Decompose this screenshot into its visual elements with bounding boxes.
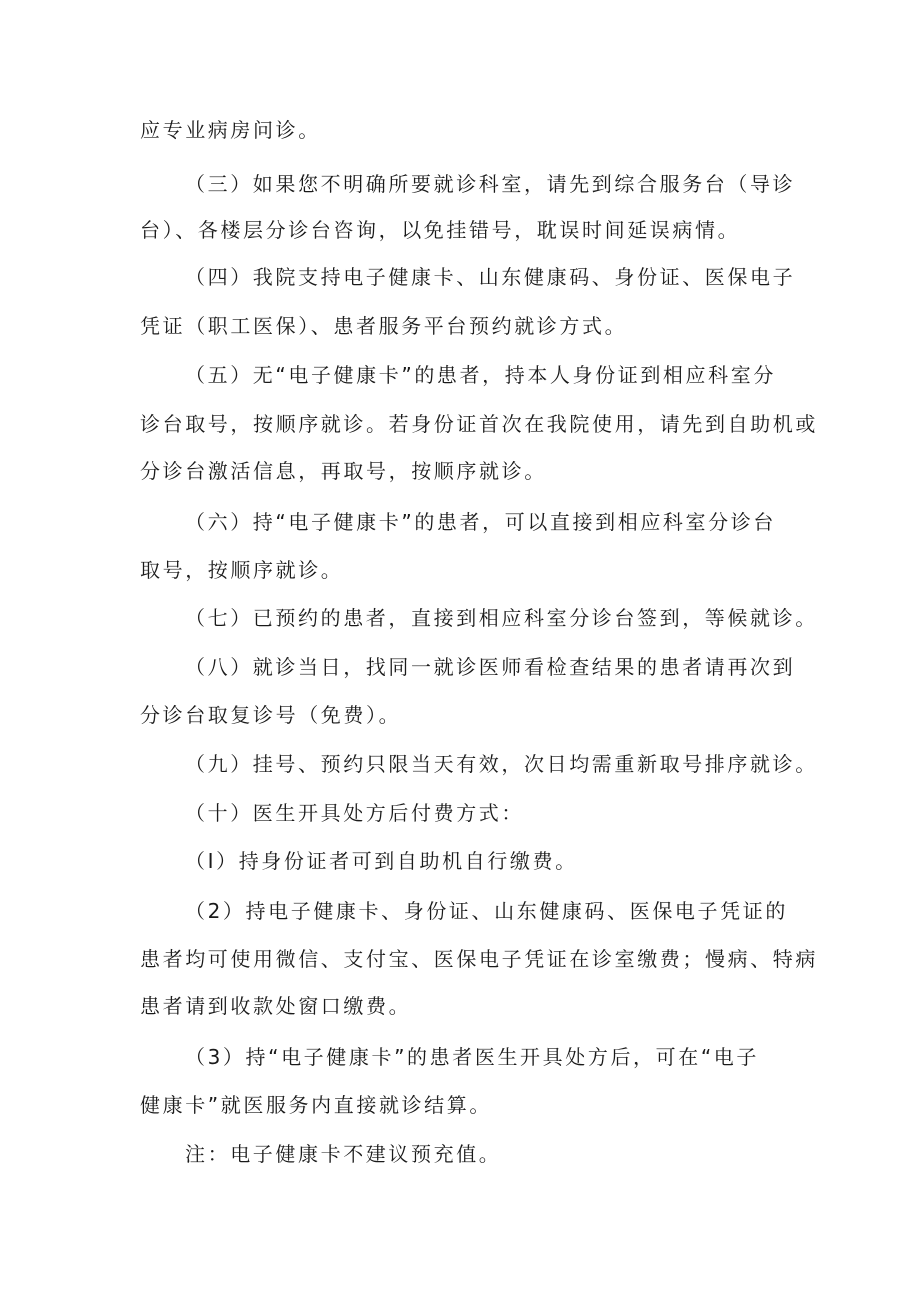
paragraph-line: （四）我院支持电子健康卡、山东健康码、身份证、医保电子 (185, 265, 796, 289)
paragraph-line: 取号，按顺序就诊。 (140, 558, 344, 582)
paragraph-line: （3）持“电子健康卡”的患者医生开具处方后，可在“电子 (185, 1045, 760, 1069)
paragraph-line: 分诊台激活信息，再取号，按顺序就诊。 (140, 459, 547, 483)
note-line: 注：电子健康卡不建议预充值。 (185, 1142, 502, 1166)
paragraph-line: 应专业病房问诊。 (140, 118, 321, 142)
paragraph-line: （六）持“电子健康卡”的患者，可以直接到相应科室分诊台 (185, 510, 776, 534)
paragraph-line: 诊台取号，按顺序就诊。若身份证首次在我院使用，请先到自助机或 (140, 412, 818, 436)
paragraph-line: （2）持电子健康卡、身份证、山东健康码、医保电子凭证的 (185, 899, 788, 923)
paragraph-line: （七）已预约的患者，直接到相应科室分诊台签到，等候就诊。 (185, 606, 818, 630)
paragraph-line: 分诊台取复诊号（免费）。 (140, 703, 402, 727)
paragraph-line: （十）医生开具处方后付费方式： (185, 801, 524, 825)
paragraph-line: 台）、各楼层分诊台咨询，以免挂错号，耽误时间延误病情。 (140, 218, 741, 242)
paragraph-line: （五）无“电子健康卡”的患者，持本人身份证到相应科室分 (185, 363, 776, 387)
paragraph-line: 患者均可使用微信、支付宝、医保电子凭证在诊室缴费；慢病、特病 (140, 947, 818, 971)
paragraph-line: （九）挂号、预约只限当天有效，次日均需重新取号排序就诊。 (185, 752, 818, 776)
paragraph-line: （I）持身份证者可到自助机自行缴费。 (185, 849, 578, 873)
paragraph-line: （八）就诊当日，找同一就诊医师看检查结果的患者请再次到 (185, 655, 796, 679)
paragraph-line: 凭证（职工医保）、患者服务平台预约就诊方式。 (140, 314, 628, 338)
paragraph-line: （三）如果您不明确所要就诊科室，请先到综合服务台（导诊 (185, 172, 796, 196)
paragraph-line: 患者请到收款处窗口缴费。 (140, 994, 412, 1018)
paragraph-line: 健康卡”就医服务内直接就诊结算。 (140, 1093, 492, 1117)
